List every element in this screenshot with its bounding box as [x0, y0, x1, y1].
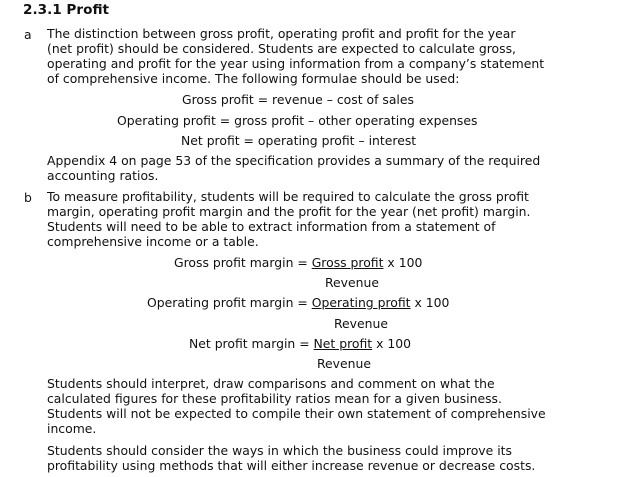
- text-line: of comprehensive income. The following formulae should be used:: [47, 71, 460, 86]
- text-line: profitability using methods that will either increase revenue or decrease costs.: [47, 458, 536, 473]
- text-line: (net profit) should be considered. Students are expected to calculate gross,: [47, 41, 516, 56]
- ratio-multiplier: x 100: [372, 336, 412, 351]
- gross-profit-margin-formula: [174, 255, 422, 270]
- item-b-improve: [47, 443, 607, 473]
- text-line: Appendix 4 on page 53 of the specification provides a summary of the required: [47, 153, 541, 168]
- net-profit-formula: Net profit = operating profit – interest: [181, 133, 417, 148]
- text-line: accounting ratios.: [47, 168, 159, 183]
- item-b-interpret: [47, 376, 607, 436]
- text-line: The distinction between gross profit, operating profit and profit for the year: [47, 26, 516, 41]
- ratio-numerator: Net profit: [313, 336, 373, 351]
- text-line: comprehensive income or a table.: [47, 234, 259, 249]
- gross-profit-formula: Gross profit = revenue – cost of sales: [182, 92, 414, 107]
- item-a-appendix: [47, 153, 607, 183]
- operating-profit-formula: Operating profit = gross profit – other operating expenses: [117, 113, 478, 128]
- text-line: Students will not be expected to compile their own statement of comprehensive: [47, 406, 546, 421]
- item-a-marker: a: [24, 27, 32, 42]
- text-line: Students should interpret, draw comparisons and comment on what the: [47, 376, 495, 391]
- text-line: To measure profitability, students will be required to calculate the gross profit: [47, 189, 529, 204]
- item-b-intro: [47, 189, 607, 249]
- net-profit-margin-formula: [189, 336, 411, 351]
- net-profit-margin-denominator: Revenue: [317, 356, 371, 371]
- ratio-multiplier: x 100: [383, 255, 423, 270]
- ratio-multiplier: x 100: [410, 295, 450, 310]
- text-line: margin, operating profit margin and the profit for the year (net profit) margin.: [47, 204, 531, 219]
- gross-profit-margin-denominator: Revenue: [325, 275, 379, 290]
- item-a-intro: [47, 26, 607, 86]
- ratio-label: Gross profit margin =: [174, 255, 312, 270]
- section-heading: 2.3.1 Profit: [23, 2, 110, 18]
- ratio-numerator: Gross profit: [311, 255, 384, 270]
- text-line: Students should consider the ways in which the business could improve its: [47, 443, 512, 458]
- operating-profit-margin-denominator: Revenue: [334, 316, 388, 331]
- ratio-numerator: Operating profit: [311, 295, 411, 310]
- text-line: calculated figures for these profitability ratios mean for a given business.: [47, 391, 502, 406]
- text-line: operating and profit for the year using information from a company’s statement: [47, 56, 545, 71]
- ratio-label: Net profit margin =: [189, 336, 314, 351]
- item-b-marker: b: [24, 190, 32, 205]
- text-line: Students will need to be able to extract information from a statement of: [47, 219, 496, 234]
- ratio-label: Operating profit margin =: [147, 295, 312, 310]
- operating-profit-margin-formula: [147, 295, 449, 310]
- text-line: income.: [47, 421, 97, 436]
